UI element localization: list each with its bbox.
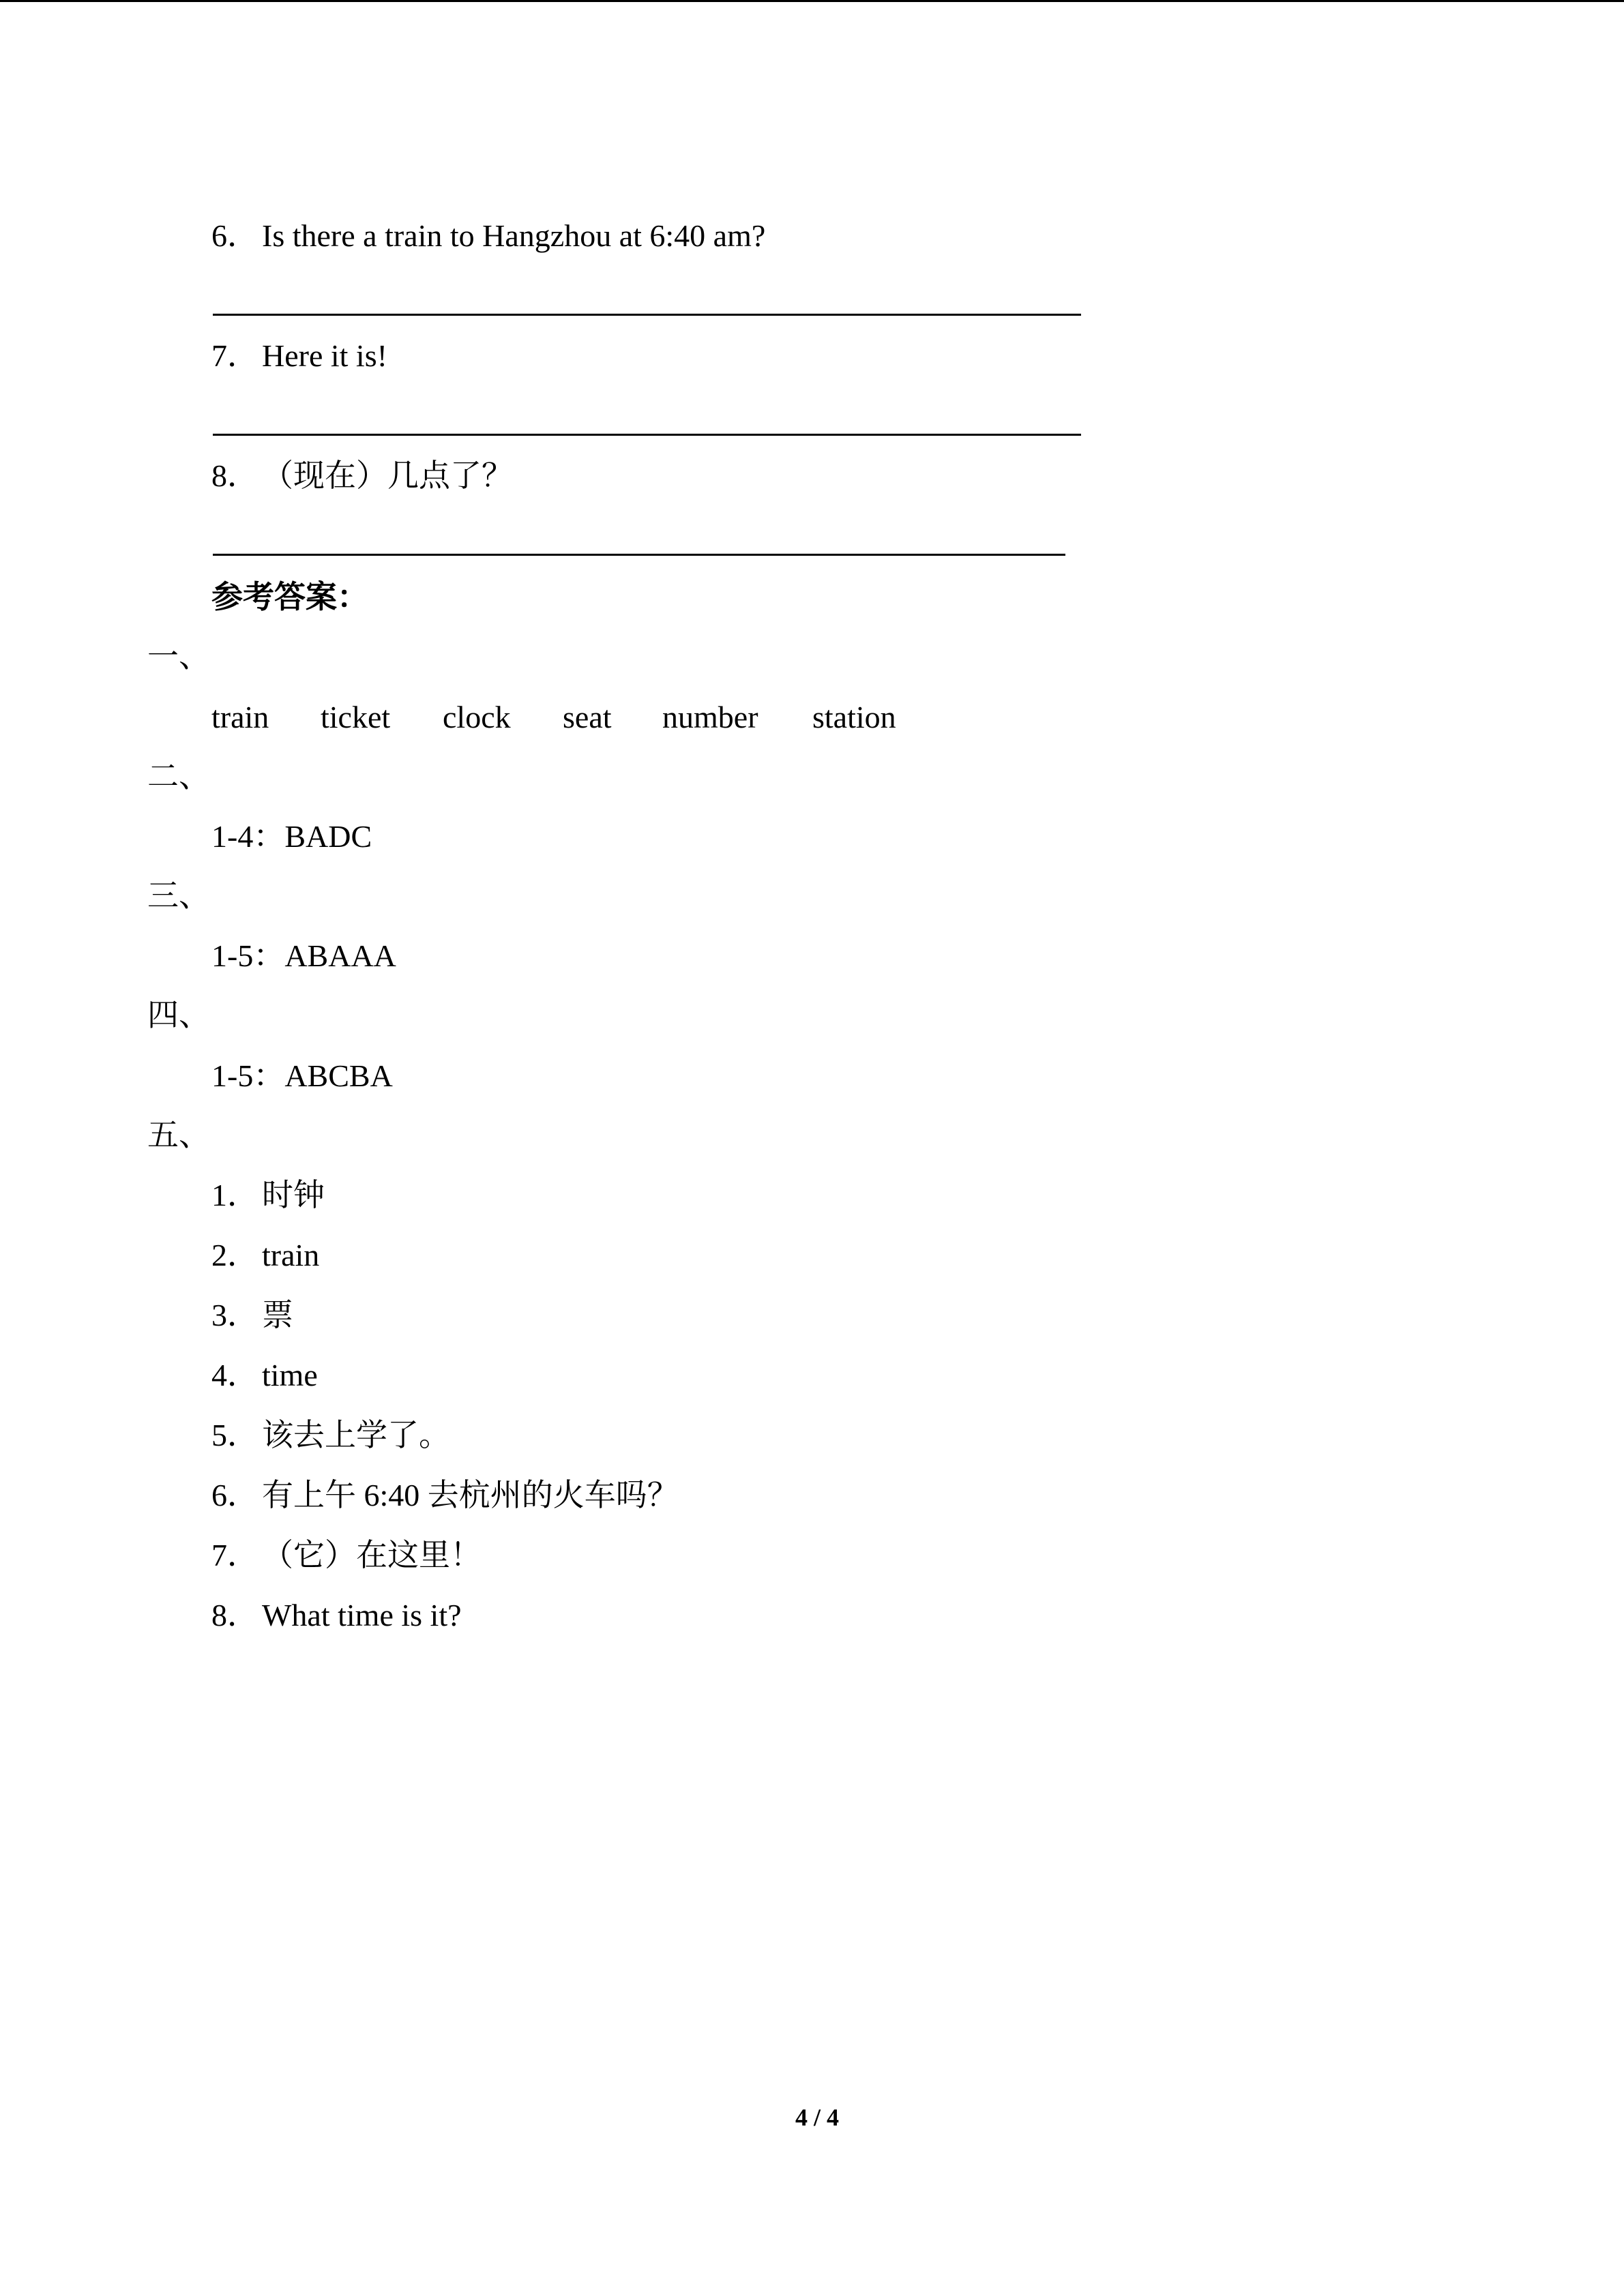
item-text: time [262,1358,318,1392]
word-seat: seat [563,700,612,734]
word-station: station [812,700,896,734]
question-8 [211,456,513,496]
section-label-5: 五、 [147,1118,210,1152]
section-5-item-2 [211,1235,319,1276]
word-train: train [211,700,269,734]
item-text: 票 [262,1298,293,1332]
page-top-border [0,0,1624,2]
word-ticket: ticket [321,700,391,734]
item-text: （它）在这里！ [262,1538,482,1572]
answer-line-8[interactable] [213,554,1065,556]
section-5-item-6 [211,1475,679,1516]
item-text: 有上午 6:40 去杭州的火车吗？ [262,1478,679,1512]
item-number: 2． [211,1238,259,1272]
section-5-item-3 [211,1295,293,1336]
section-1-words [211,697,896,738]
item-number: 4． [211,1358,259,1392]
question-number: 8． [211,458,259,493]
item-text: 时钟 [262,1178,325,1212]
section-5-item-1 [211,1175,325,1216]
section-5-item-8 [211,1595,462,1636]
section-5-item-4 [211,1355,318,1396]
item-text: 该去上学了。 [262,1418,450,1452]
question-7 [211,336,387,376]
word-clock: clock [443,700,511,734]
section-4-answer: 1-5：ABCBA [211,1058,393,1093]
item-text: train [262,1238,320,1272]
page-number: 4 / 4 [795,2104,840,2131]
question-text: （现在）几点了？ [262,458,513,493]
question-text: Here it is! [262,338,387,373]
question-number: 7． [211,338,259,373]
answer-line-6[interactable] [213,314,1081,316]
item-number: 5． [211,1418,259,1452]
word-number: number [662,700,758,734]
section-3-answer: 1-5：ABAAA [211,938,396,973]
section-5-item-7 [211,1535,482,1576]
item-number: 8． [211,1598,259,1632]
question-text: Is there a train to Hangzhou at 6:40 am? [262,218,766,253]
item-text: What time is it? [262,1598,462,1632]
section-5-item-5 [211,1415,450,1456]
item-number: 7． [211,1538,259,1572]
item-number: 1． [211,1178,259,1212]
section-label-3: 三、 [147,878,210,913]
section-label-4: 四、 [147,998,210,1032]
section-2-answer: 1-4：BADC [211,819,372,854]
item-number: 6． [211,1478,259,1512]
section-label-1: 一、 [147,639,210,674]
question-6 [211,215,765,256]
section-label-2: 二、 [147,759,210,794]
answer-line-7[interactable] [213,434,1081,436]
answer-key-title: 参考答案： [211,580,368,614]
item-number: 3． [211,1298,259,1332]
question-number: 6． [211,218,259,253]
